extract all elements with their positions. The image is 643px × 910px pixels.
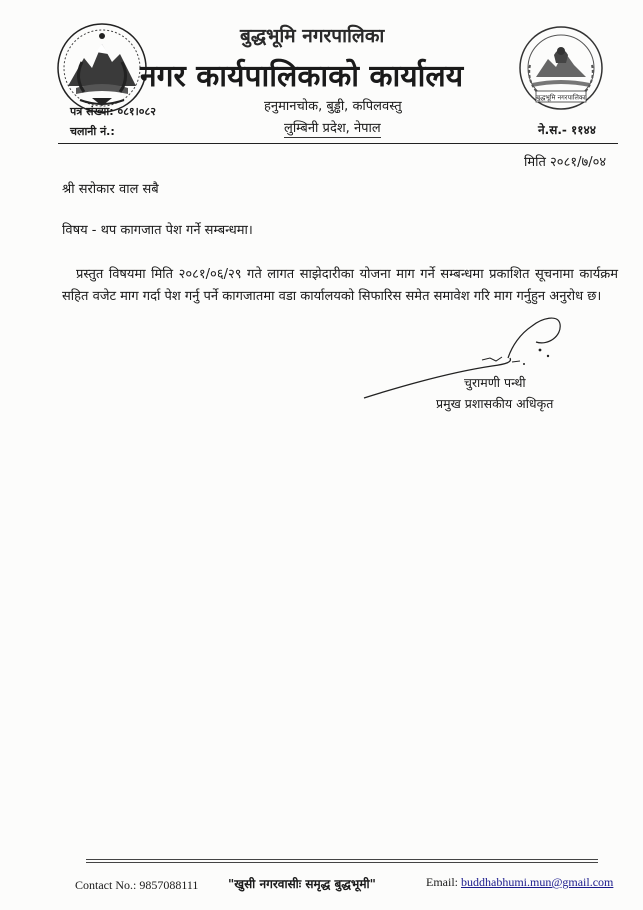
footer-email [426,875,613,890]
letter-body: प्रस्तुत विषयमा मिति २०८१/०६/२९ गते लागत साझेदारीका योजना माग गर्ने सम्बन्धमा प्रकाशित सूचनामा कार्यक्रम सहित वजेट माग गर्दा पेश गर्नु पर्ने कागजातमा वडा कार्यालयको सिफारिस समेत समावेश गरि माग गर्नुहुन अनुरोध छ। [62,267,618,304]
footer-divider-secondary [86,862,598,863]
footer-contact: Contact No.: 9857088111 [75,878,199,892]
office-title: नगर कार्यपालिकाको कार्यालय [140,59,464,94]
serial-number: ने.स.- ११४४ [538,123,597,137]
email-link[interactable]: buddhabhumi.mun@gmail.com [461,875,614,889]
municipality-logo-icon [516,25,606,111]
address-line-2-text: लुम्बिनी प्रदेश, नेपाल [284,121,381,136]
address-line-2 [284,118,381,136]
signatory-name: चुरामणी पन्थी [464,375,526,390]
header-divider [58,143,618,144]
nepal-emblem-icon [56,22,148,114]
municipality-name: बुद्धभूमि नगरपालिका [240,25,385,47]
recipient: श्री सरोकार वाल सबै [62,182,159,197]
address-line-1: हनुमानचोक, बुड्ढी, कपिलवस्तु [264,99,402,114]
handwritten-signature [362,306,572,406]
dispatch-number: चलानी नं.: [70,125,115,138]
email-label: Email: [426,875,458,889]
footer-slogan: "खुसी नगरवासीः समृद्ध बुद्धभूमी" [228,877,376,891]
right-emblem-text: बुद्धभूमि नगरपालिका [536,93,586,102]
footer-divider [86,859,598,860]
reference-number: पत्र संख्या: ०८१।०८२ [70,105,156,118]
signatory-designation: प्रमुख प्रशासकीय अधिकृत [436,396,554,411]
subject-line: विषय - थप कागजात पेश गर्ने सम्बन्धमा। [62,223,253,238]
letter-date: मिति २०८१/७/०४ [524,155,607,170]
